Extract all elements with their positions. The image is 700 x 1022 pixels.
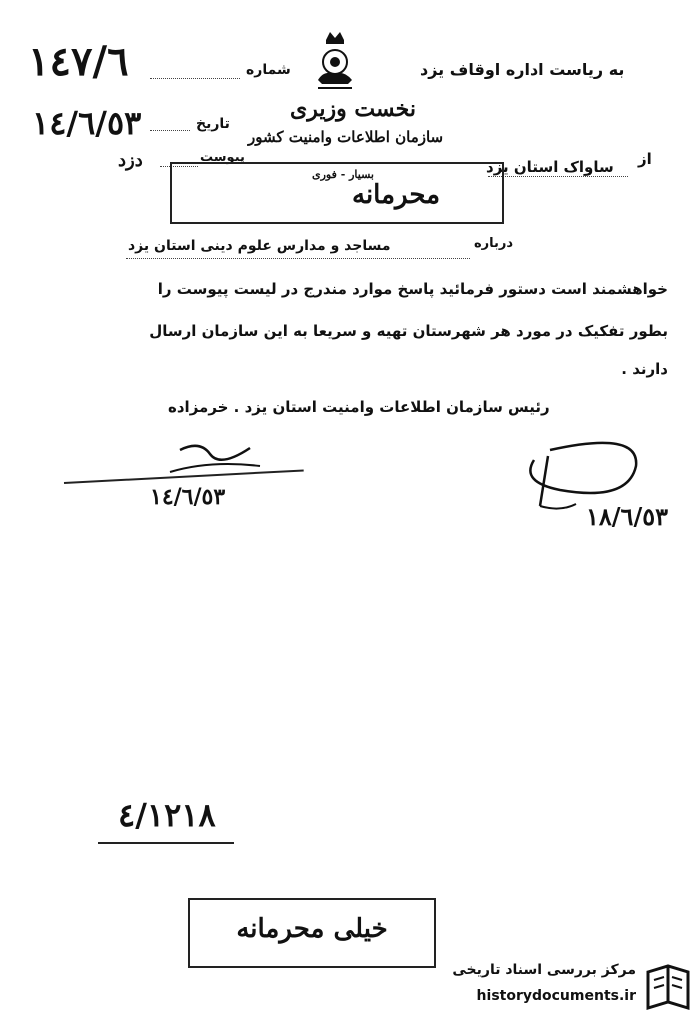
signature-line: رئیس سازمان اطلاعات وامنیت استان یزد . خرمزاده <box>168 398 550 416</box>
footer-number-underline <box>98 842 234 844</box>
sender-name: ساواک استان یزد <box>486 158 614 176</box>
watermark <box>418 958 696 1018</box>
body-line-3: دارند . <box>621 360 668 378</box>
date-label: تاریخ <box>196 116 230 132</box>
side-note-handwritten: دزد <box>118 150 143 171</box>
recipient-name: ریاست اداره اوقاف یزد <box>420 60 604 79</box>
sender-prefix: از <box>638 150 652 168</box>
agency-name: نخست وزیری <box>290 96 416 122</box>
letter-date-handwritten: ١٤/٦/٥٣ <box>32 104 142 142</box>
body-line-1: خواهشمند است دستور فرمائید پاسخ موارد مندرج در لیست پیوست را <box>157 280 668 298</box>
subject-text: مساجد و مدارس علوم دینی استان یزد <box>128 238 391 254</box>
agency-subname: سازمان اطلاعات وامنیت کشور <box>248 128 444 146</box>
number-dotted-line <box>150 78 240 79</box>
letter-number-handwritten: ١٤٧/٦ <box>28 38 129 85</box>
book-logo-icon <box>644 962 692 1014</box>
watermark-url: historydocuments.ir <box>476 988 636 1004</box>
stamp-main-text: محرمانه <box>352 180 441 210</box>
subject-label: درباره <box>474 236 514 251</box>
secret-stamp-text: خیلی محرمانه <box>236 914 388 944</box>
secret-stamp-box <box>188 898 436 968</box>
lion-and-sun-emblem-icon <box>312 30 358 92</box>
recipient-line <box>420 60 624 79</box>
subject-dotted-line <box>126 258 470 259</box>
watermark-title: مرکز بررسی اسناد تاریخی <box>452 962 636 978</box>
attachment-label: پیوست <box>200 150 245 165</box>
body-line-2: بطور تفکیک در مورد هر شهرستان تهیه و سریعا به این سازمان ارسال <box>149 322 668 340</box>
signature-date-left: ١٤/٦/٥٣ <box>150 484 226 510</box>
footer-handwritten-number: ٤/١٢١٨ <box>118 796 216 834</box>
signature-date-right: ١٨/٦/٥٣ <box>586 502 668 531</box>
number-label: شماره <box>246 62 291 78</box>
stamp-small-note: بسیار - فوری <box>312 168 374 181</box>
confidential-stamp-box <box>170 162 504 224</box>
signature-scribble-icon <box>160 420 270 480</box>
date-dotted-line <box>150 130 190 131</box>
sender-dotted-line <box>488 176 628 177</box>
recipient-prefix: به <box>608 60 625 79</box>
